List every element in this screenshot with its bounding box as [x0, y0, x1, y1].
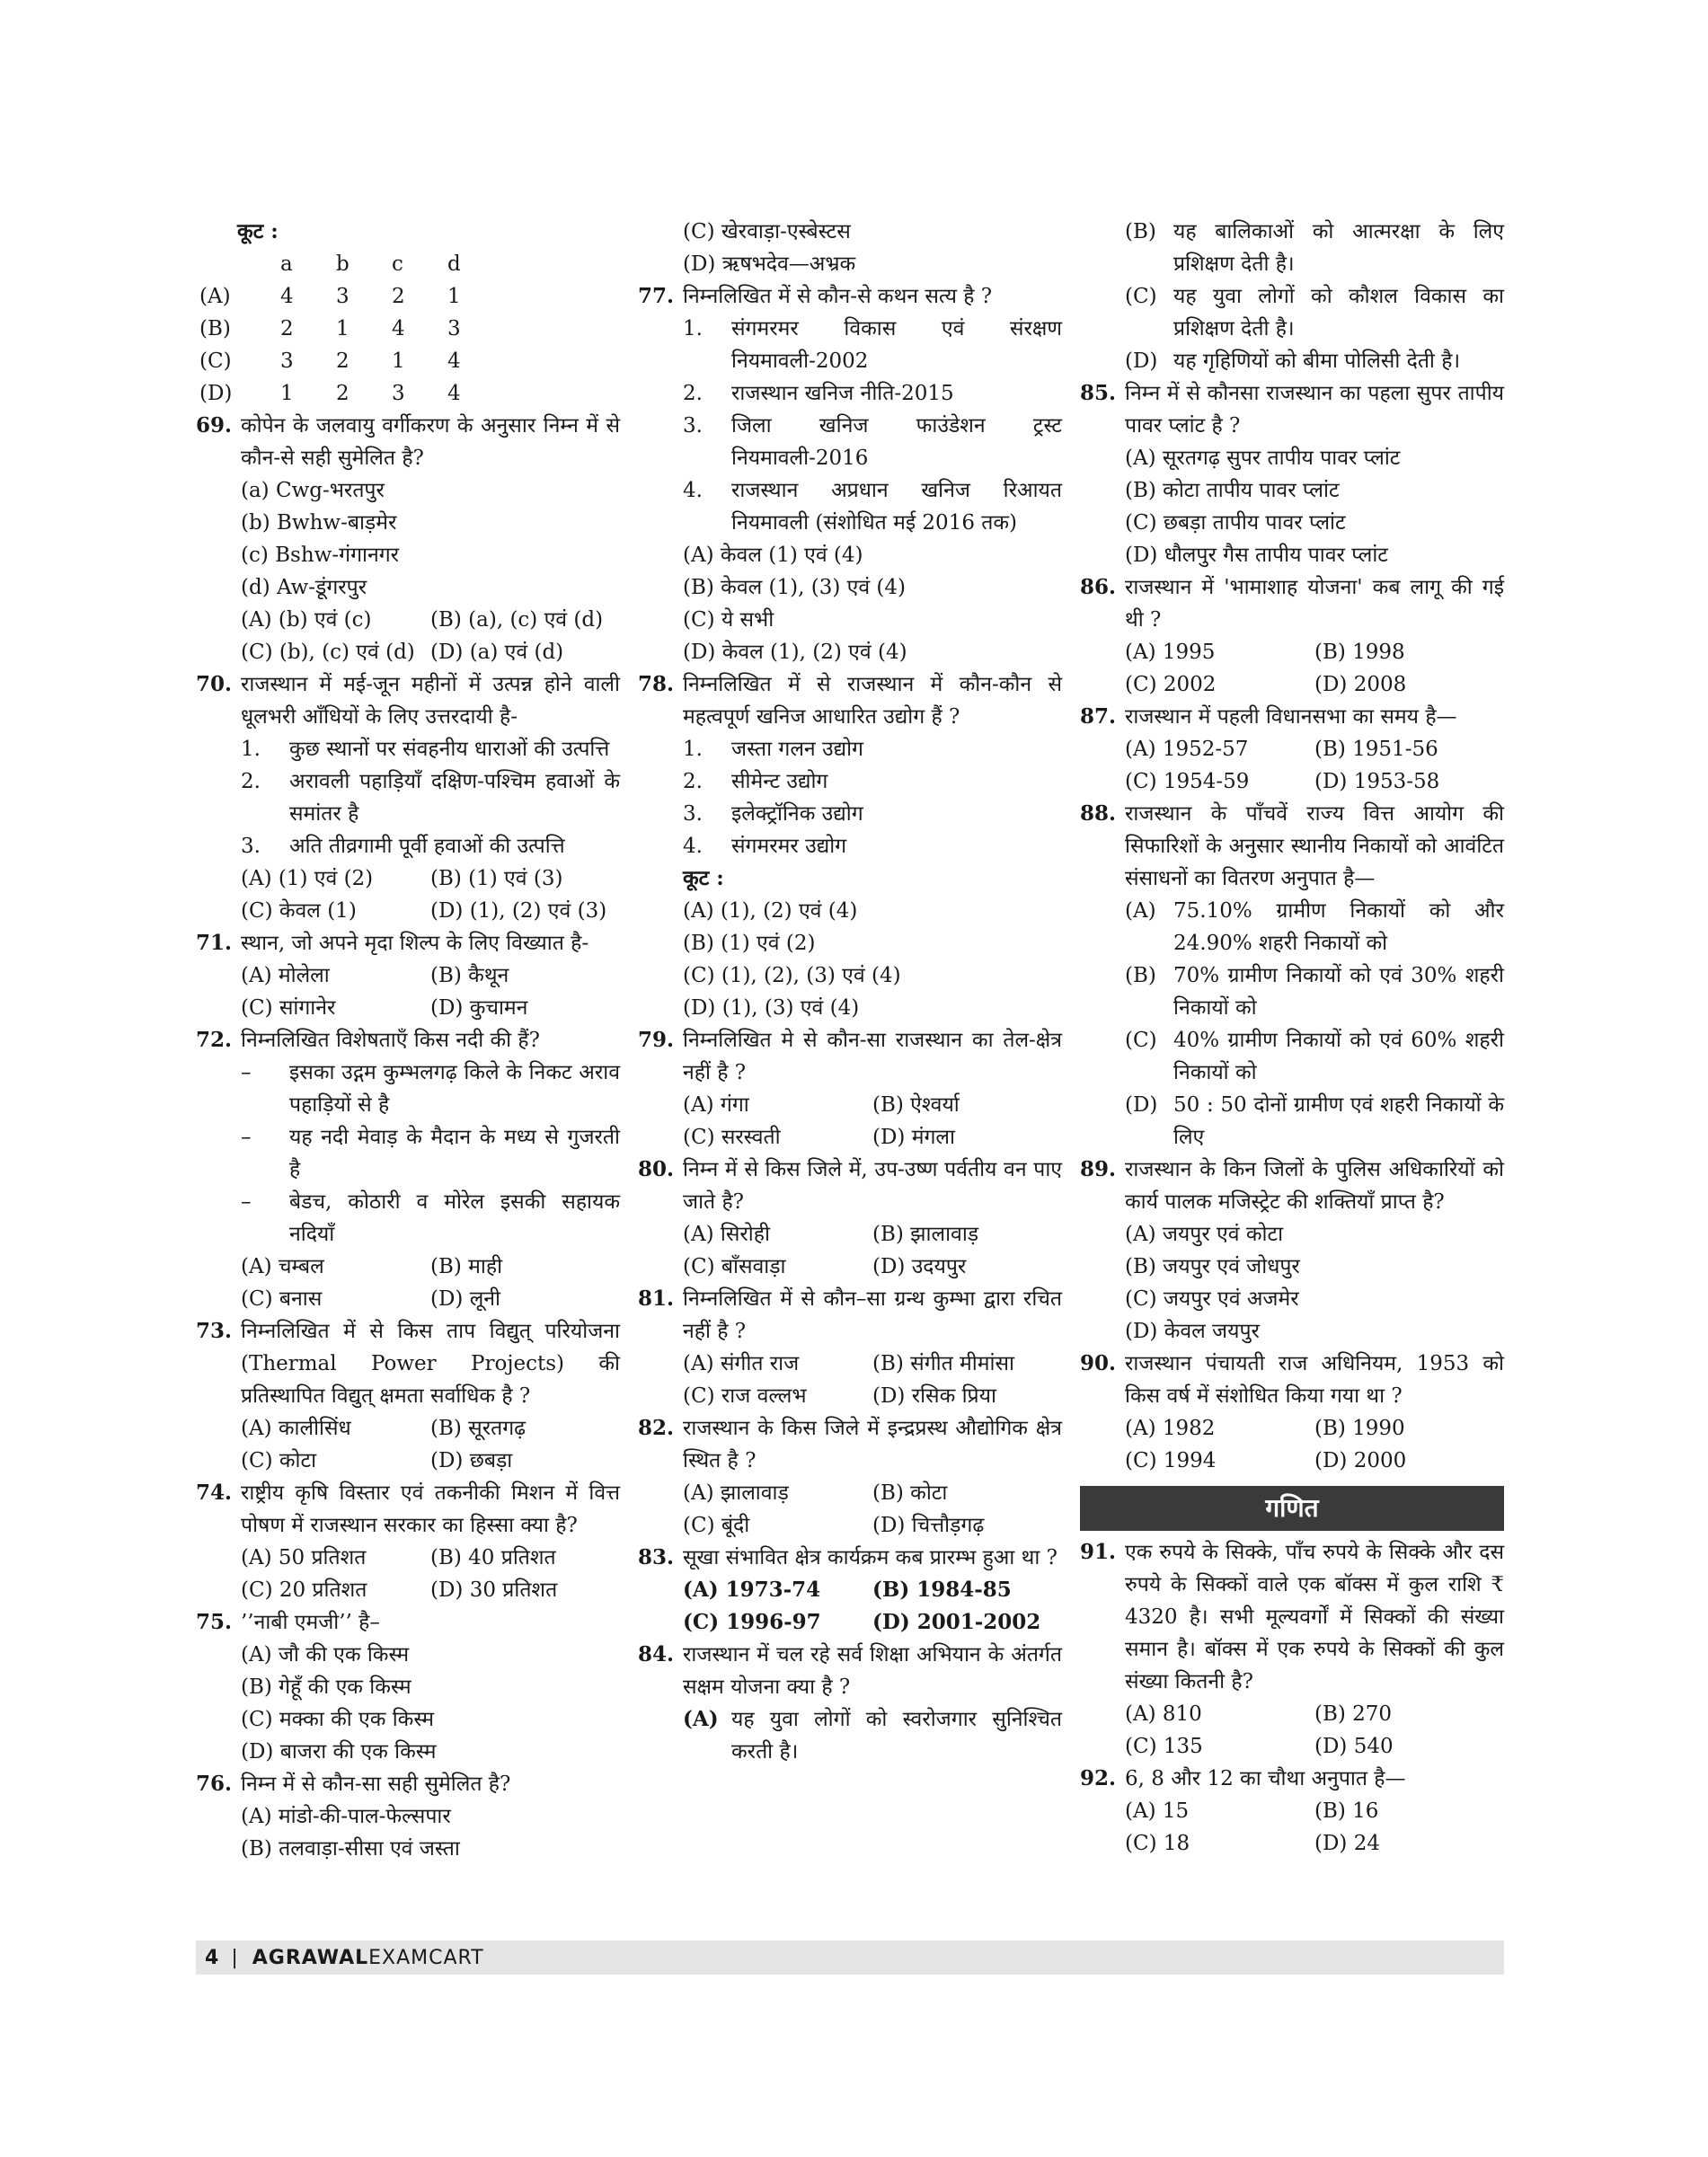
option: (C) यह युवा लोगों को कौशल विकास का प्रशिक्षण देती है।	[1125, 285, 1504, 340]
option: (D) 540	[1314, 1735, 1394, 1758]
option: (D) चित्तौड़गढ़	[872, 1514, 985, 1537]
option: (A) 50 प्रतिशत	[241, 1546, 367, 1569]
q76-options	[196, 1800, 620, 1865]
question-73: 73. निम्नलिखित में से किस ताप विद्युत् परियोजना (Thermal Power Projects) की प्रतिस्थापित विद्युत् क्षमता सर्वाधिक है ?	[196, 1319, 620, 1408]
brand-logo-part2: EXAMCART	[368, 1946, 484, 1969]
column-3	[1080, 216, 1504, 1860]
option: (A) 810	[1125, 1702, 1202, 1726]
q72-options	[196, 1251, 620, 1315]
column-1	[196, 216, 620, 1865]
q69-items	[196, 474, 620, 604]
option: (D) धौलपुर गैस तापीय पावर प्लांट	[1125, 544, 1388, 567]
q77-options	[638, 539, 1062, 668]
option: (B) केवल (1), (3) एवं (4)	[683, 576, 907, 599]
option: (C) राज वल्लभ	[683, 1384, 807, 1408]
option: (C) 18	[1125, 1832, 1190, 1855]
q69-options	[196, 604, 620, 668]
option: (C) खेरवाड़ा-एस्बेस्टस	[683, 220, 851, 243]
question-81: 81. निम्नलिखित में से कौन–सा ग्रन्थ कुम्भा द्वारा रचित नहीं है ?	[638, 1286, 1062, 1343]
option: (A) सूरतगढ़ सुपर तापीय पावर प्लांट	[1125, 446, 1401, 470]
kut-label: कूट :	[683, 866, 724, 890]
question-76: 76. निम्न में से कौन-सा सही सुमेलित है?	[196, 1772, 511, 1796]
option: (C) 1994	[1125, 1449, 1217, 1472]
footer-separator: |	[231, 1946, 238, 1969]
list-item: 1. कुछ स्थानों पर संवहनीय धाराओं की उत्पत्ति	[241, 738, 610, 761]
option: (A) गंगा	[683, 1093, 749, 1117]
list-item: 2. राजस्थान खनिज नीति-2015	[683, 382, 954, 405]
option: (B) (1) एवं (3)	[430, 867, 563, 890]
option: (B) 40 प्रतिशत	[430, 1546, 556, 1569]
q82-options	[638, 1477, 1062, 1542]
option: (C) मक्का की एक किस्म	[241, 1708, 435, 1731]
option: (A) मांडो-की-पाल-फेल्सपार	[241, 1805, 451, 1828]
option: (C) सरस्वती	[683, 1126, 781, 1149]
question-72: 72. निम्नलिखित विशेषताएँ किस नदी की हैं?	[196, 1028, 540, 1052]
option: (B) (a), (c) एवं (d)	[430, 608, 604, 632]
list-item: 2. सीमेन्ट उद्योग	[683, 770, 828, 793]
option: (C) बूंदी	[683, 1514, 750, 1537]
option: (B) कोटा	[872, 1481, 948, 1505]
option: (C) 135	[1125, 1735, 1203, 1758]
matrix-row: (B) 2 1 4 3	[199, 317, 461, 340]
option: (B) ऐश्वर्या	[872, 1093, 960, 1117]
column-2	[638, 216, 1062, 1768]
q70-options	[196, 862, 620, 927]
q84-options-continued	[1080, 216, 1504, 377]
question-92: 92. 6, 8 और 12 का चौथा अनुपात है—	[1080, 1766, 1406, 1790]
option: (D) केवल (1), (2) एवं (4)	[683, 641, 907, 664]
option: (B) 1951-56	[1314, 738, 1438, 761]
option: (D) उदयपुर	[872, 1255, 967, 1278]
option: (D) 2008	[1314, 673, 1407, 696]
option: (A) 15	[1125, 1799, 1190, 1823]
option: (D) केवल जयपुर	[1125, 1320, 1260, 1343]
option: (A) संगीत राज	[683, 1352, 800, 1375]
option: (B) सूरतगढ़	[430, 1417, 527, 1440]
option: (C) बाँसवाड़ा	[683, 1255, 786, 1278]
q91-options	[1080, 1698, 1504, 1763]
question-91: 91. एक रुपये के सिक्के, पाँच रुपये के सिक्के और दस रुपये के सिक्कों वाले एक बॉक्स में कुल राशि ₹ 4320 है। सभी मूल्यवर्गों में सिक्कों की संख्या समान है। बॉक्स में एक रुपये के सिक्कों की कुल संख्या कितनी है?	[1080, 1540, 1504, 1693]
option: (B) झालावाड़	[872, 1223, 979, 1246]
question-84: 84. राजस्थान में चल रहे सर्व शिक्षा अभियान के अंतर्गत सक्षम योजना क्या है ?	[638, 1642, 1062, 1699]
option: (A) (1), (2) एवं (4)	[683, 899, 858, 923]
list-item: 1. जस्ता गलन उद्योग	[683, 738, 864, 761]
option: (A) यह युवा लोगों को स्वरोजगार सुनिश्चित करती है।	[683, 1707, 1062, 1764]
option: (B) संगीत मीमांसा	[872, 1352, 1014, 1375]
option: (C) छबड़ा तापीय पावर प्लांट	[1125, 511, 1346, 535]
q81-options	[638, 1348, 1062, 1412]
option: (C) बनास	[241, 1287, 323, 1311]
q76-options-continued	[638, 216, 1062, 280]
option: (C) 2002	[1125, 673, 1217, 696]
question-90: 90. राजस्थान पंचायती राज अधिनियम, 1953 को किस वर्ष में संशोधित किया गया था ?	[1080, 1351, 1504, 1408]
option: (A) जौ की एक किस्म	[241, 1643, 410, 1666]
match-matrix	[196, 248, 620, 410]
option: (C) (b), (c) एवं (d)	[241, 641, 415, 664]
q87-options	[1080, 733, 1504, 798]
q84-options	[638, 1703, 1062, 1768]
question-79: 79. निम्नलिखित मे से कौन-सा राजस्थान का तेल-क्षेत्र नहीं है ?	[638, 1028, 1062, 1084]
option: (C) ये सभी	[683, 608, 774, 632]
q92-options	[1080, 1795, 1504, 1860]
question-88: 88. राजस्थान के पाँचवें राज्य वित्त आयोग की सिफारिशों के अनुसार स्थानीय निकायों को आवंटित संसाधनों का वितरण अनुपात है—	[1080, 801, 1504, 890]
q71-options	[196, 959, 620, 1024]
option: (A) (b) एवं (c)	[241, 608, 372, 632]
option: (D) मंगला	[872, 1126, 955, 1149]
option: (D) कुचामन	[430, 996, 528, 1020]
q73-options	[196, 1412, 620, 1477]
q85-options	[1080, 442, 1504, 571]
option: (A) झालावाड़	[683, 1481, 789, 1505]
option: (D) रसिक प्रिया	[872, 1384, 996, 1408]
question-77: 77. निम्नलिखित में से कौन-से कथन सत्य है ?	[638, 284, 993, 308]
q77-items	[638, 313, 1062, 539]
option: (D) 24	[1314, 1832, 1380, 1855]
q74-options	[196, 1542, 620, 1606]
option: (A) केवल (1) एवं (4)	[683, 544, 863, 567]
option: (A) 1995	[1125, 641, 1216, 664]
matrix-row: (D) 1 2 3 4	[199, 382, 461, 405]
q86-options	[1080, 636, 1504, 701]
option: (C) 40% ग्रामीण निकायों को एवं 60% शहरी निकायों को	[1125, 1029, 1504, 1084]
q90-options	[1080, 1412, 1504, 1477]
list-item: – यह नदी मेवाड़ के मैदान के मध्य से गुजरती है	[241, 1126, 620, 1181]
option: (D) बाजरा की एक किस्म	[241, 1740, 437, 1764]
list-item: 1. संगमरमर विकास एवं संरक्षण नियमावली-2002	[683, 317, 1062, 373]
option: (A) जयपुर एवं कोटा	[1125, 1223, 1284, 1246]
page-number: 4	[205, 1946, 219, 1969]
question-87: 87. राजस्थान में पहली विधानसभा का समय है—	[1080, 704, 1457, 729]
option: (D) छबड़ा	[430, 1449, 513, 1472]
option: (B) कोटा तापीय पावर प्लांट	[1125, 479, 1340, 502]
list-item: 2. अरावली पहाड़ियाँ दक्षिण-पश्चिम हवाओं के समांतर है	[241, 770, 620, 826]
option: (B) तलवाड़ा-सीसा एवं जस्ता	[241, 1837, 460, 1861]
list-item: – बेडच, कोठारी व मोरेल इसकी सहायक नदियाँ	[241, 1190, 620, 1246]
option: (A) 1952-57	[1125, 738, 1249, 761]
brand-logo-part1: AGRAWAL	[252, 1946, 369, 1969]
question-86: 86. राजस्थान में 'भामाशाह योजना' कब लागू की गई थी ?	[1080, 575, 1504, 632]
question-83: 83. सूखा संभावित क्षेत्र कार्यक्रम कब प्रारम्भ हुआ था ?	[638, 1545, 1058, 1569]
option: (A) 1973-74	[683, 1578, 821, 1602]
matrix-row: a b c d	[280, 252, 461, 276]
option: (B) 70% ग्रामीण निकायों को एवं 30% शहरी निकायों को	[1125, 964, 1504, 1020]
question-80: 80. निम्न में से किस जिले में, उप-उष्ण पर्वतीय वन पाए जाते है?	[638, 1157, 1062, 1214]
option: (A) 1982	[1125, 1417, 1216, 1440]
option: (A) सिरोही	[683, 1223, 770, 1246]
option: (B) 270	[1314, 1702, 1393, 1726]
option: (C) जयपुर एवं अजमेर	[1125, 1287, 1299, 1311]
q83-options	[638, 1574, 1062, 1639]
list-item: 3. जिला खनिज फाउंडेशन ट्रस्ट नियमावली-2016	[683, 414, 1062, 470]
option: (C) 20 प्रतिशत	[241, 1578, 367, 1602]
q78-options	[638, 895, 1062, 1024]
question-89: 89. राजस्थान के किन जिलों के पुलिस अधिकारियों को कार्य पालक मजिस्ट्रेट की शक्तियाँ प्राप्त है?	[1080, 1157, 1504, 1214]
list-item: – इसका उद्गम कुम्भलगढ़ किले के निकट अराव पहाड़ियों से है	[241, 1061, 620, 1117]
matrix-row: (C) 3 2 1 4	[199, 349, 461, 373]
option: (A) (1) एवं (2)	[241, 867, 374, 890]
option: (A) मोलेला	[241, 964, 330, 987]
option: (C) केवल (1)	[241, 899, 357, 923]
option: (A) कालीसिंध	[241, 1417, 351, 1440]
question-70: 70. राजस्थान में मई-जून महीनों में उत्पन्न होने वाली धूलभरी आँधियों के लिए उत्तरदायी है-	[196, 672, 620, 729]
option: (D) (1), (2) एवं (3)	[430, 899, 607, 923]
list-item: (c) Bshw-गंगानगर	[241, 544, 400, 567]
question-74: 74. राष्ट्रीय कृषि विस्तार एवं तकनीकी मिशन में वित्त पोषण में राजस्थान सरकार का हिस्सा क्या है?	[196, 1481, 620, 1537]
option: (C) 1996-97	[683, 1610, 821, 1634]
option: (B) माही	[430, 1255, 503, 1278]
option: (B) 1998	[1314, 641, 1405, 664]
option: (B) (1) एवं (2)	[683, 932, 816, 955]
question-85: 85. निम्न में से कौनसा राजस्थान का पहला सुपर तापीय पावर प्लांट है ?	[1080, 381, 1504, 438]
question-69: 69. कोपेन के जलवायु वर्गीकरण के अनुसार निम्न में से कौन-से सही सुमेलित है?	[196, 413, 620, 470]
q88-options	[1080, 895, 1504, 1154]
question-71: 71. स्थान, जो अपने मृदा शिल्प के लिए विख्यात है-	[196, 931, 589, 955]
option: (D) 1953-58	[1314, 770, 1440, 793]
option: (D) ऋषभदेव—अभ्रक	[683, 252, 856, 276]
section-heading-maths: गणित	[1080, 1486, 1504, 1531]
question-82: 82. राजस्थान के किस जिले में इन्द्रप्रस्थ औद्योगिक क्षेत्र स्थित है ?	[638, 1416, 1062, 1472]
option: (C) कोटा	[241, 1449, 317, 1472]
page-footer	[196, 1940, 1504, 1975]
q70-items	[196, 733, 620, 862]
kut-label: कूट :	[237, 219, 279, 243]
q75-options	[196, 1639, 620, 1768]
option: (D) लूनी	[430, 1287, 501, 1311]
option: (B) गेहूँ की एक किस्म	[241, 1675, 412, 1699]
option: (C) 1954-59	[1125, 770, 1250, 793]
q89-options	[1080, 1218, 1504, 1348]
q79-options	[638, 1089, 1062, 1154]
option: (D) 2001-2002	[872, 1610, 1041, 1634]
q78-items	[638, 733, 1062, 862]
option: (D) यह गृहिणियों को बीमा पोलिसी देती है।	[1125, 349, 1461, 373]
option: (B) कैथून	[430, 964, 509, 987]
option: (B) 16	[1314, 1799, 1379, 1823]
q72-items	[196, 1056, 620, 1251]
option: (B) जयपुर एवं जोधपुर	[1125, 1255, 1300, 1278]
q80-options	[638, 1218, 1062, 1283]
question-75: 75. ’’नाबी एमजी’’ है–	[196, 1610, 380, 1634]
option: (D) (a) एवं (d)	[430, 641, 564, 664]
list-item: 3. अति तीव्रगामी पूर्वी हवाओं की उत्पत्ति	[241, 835, 565, 858]
option: (A) 75.10% ग्रामीण निकायों को और 24.90% शहरी निकायों को	[1125, 899, 1504, 955]
list-item: (b) Bwhw-बाड़मेर	[241, 511, 397, 535]
list-item: 4. संगमरमर उद्योग	[683, 835, 847, 858]
option: (C) सांगानेर	[241, 996, 336, 1020]
option: (D) 30 प्रतिशत	[430, 1578, 558, 1602]
question-78: 78. निम्नलिखित में से राजस्थान में कौन-कौन से महत्वपूर्ण खनिज आधारित उद्योग हैं ?	[638, 672, 1062, 729]
option: (B) यह बालिकाओं को आत्मरक्षा के लिए प्रशिक्षण देती है।	[1125, 220, 1504, 276]
list-item: 3. इलेक्ट्रॉनिक उद्योग	[683, 802, 863, 826]
list-item: (a) Cwg-भरतपुर	[241, 479, 385, 502]
option: (D) 50 : 50 दोनों ग्रामीण एवं शहरी निकायों के लिए	[1125, 1093, 1504, 1149]
option: (B) 1990	[1314, 1417, 1405, 1440]
option: (A) चम्बल	[241, 1255, 324, 1278]
matrix-row: (A) 4 3 2 1	[199, 285, 461, 308]
option: (D) 2000	[1314, 1449, 1407, 1472]
list-item: (d) Aw-डूंगरपुर	[241, 576, 367, 599]
option: (C) (1), (2), (3) एवं (4)	[683, 964, 901, 987]
option: (D) (1), (3) एवं (4)	[683, 996, 860, 1020]
list-item: 4. राजस्थान अप्रधान खनिज रिआयत नियमावली (संशोधित मई 2016 तक)	[683, 479, 1062, 535]
option: (B) 1984-85	[872, 1578, 1012, 1602]
